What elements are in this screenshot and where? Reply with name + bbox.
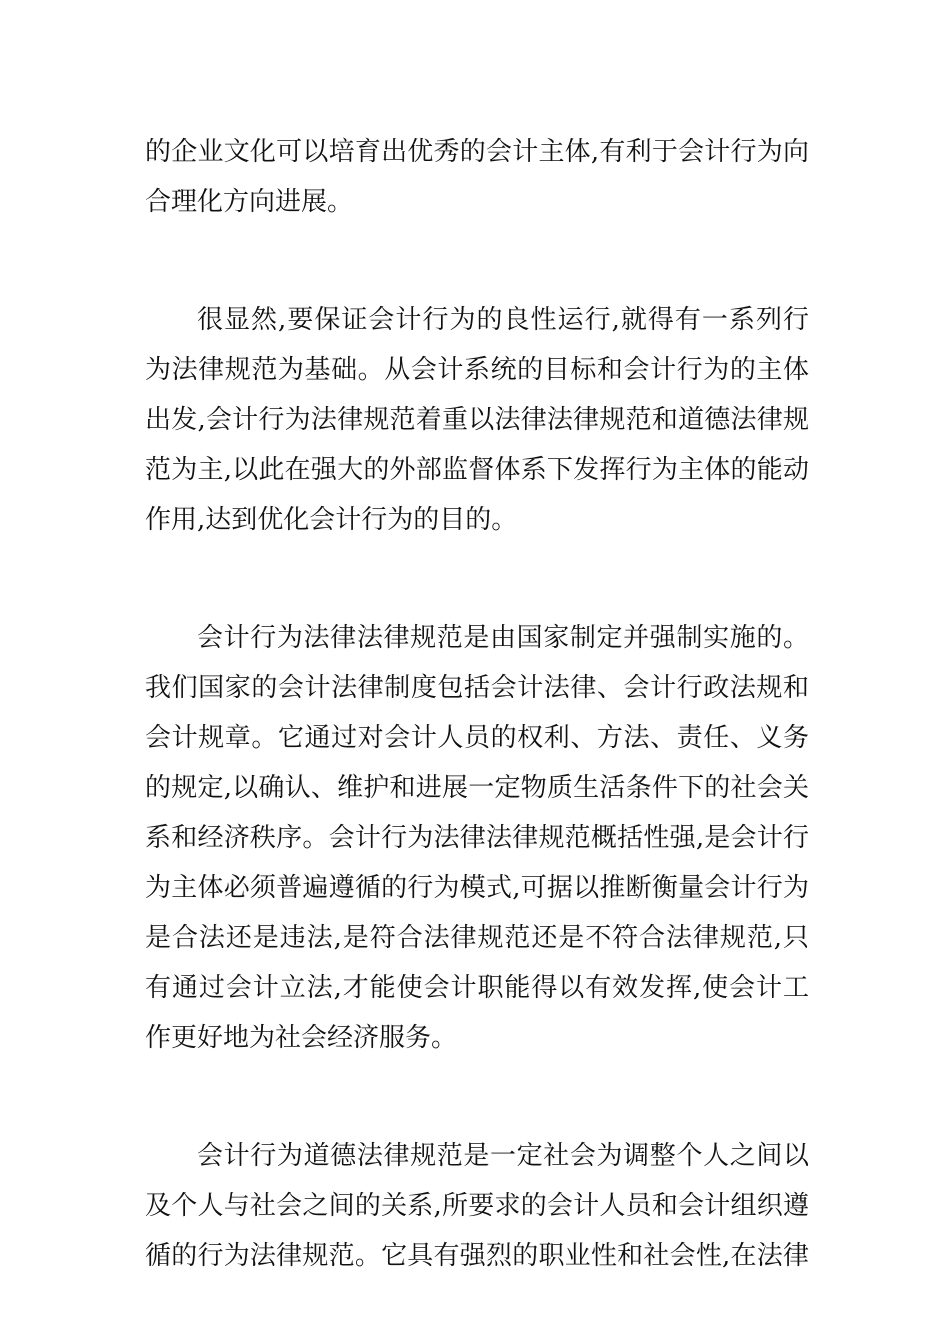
text-line: 的企业文化可以培育出优秀的会计主体,有利于会计行为向 [145,137,809,167]
text-line: 为主体必须普遍遵循的行为模式,可据以推断衡量会计行为 [145,873,809,903]
paragraph-2 [145,295,809,545]
text-line: 很显然,要保证会计行为的良性运行,就得有一系列行 [197,305,809,335]
paragraph-1 [145,127,809,227]
text-line: 是合法还是违法,是符合法律规范还是不符合法律规范,只 [145,923,809,953]
text-line: 系和经济秩序。会计行为法律法律规范概括性强,是会计行 [145,823,809,853]
text-line: 会计行为法律法律规范是由国家制定并强制实施的。 [197,623,809,653]
paragraph-gap [145,227,809,295]
paragraph-gap [145,545,809,613]
text-line: 会计规章。它通过对会计人员的权利、方法、责任、义务 [145,723,809,753]
paragraph-gap [145,1063,809,1131]
text-line: 有通过会计立法,才能使会计职能得以有效发挥,使会计工 [145,973,809,1003]
text-line: 为法律规范为基础。从会计系统的目标和会计行为的主体 [145,355,809,385]
text-line: 出发,会计行为法律规范着重以法律法律规范和道德法律规 [145,405,809,435]
text-line: 的规定,以确认、维护和进展一定物质生活条件下的社会关 [145,773,809,803]
paragraph-4 [145,1131,809,1281]
text-line: 作用,达到优化会计行为的目的。 [145,505,518,535]
text-line: 范为主,以此在强大的外部监督体系下发挥行为主体的能动 [145,455,809,485]
text-line: 作更好地为社会经济服务。 [145,1023,458,1053]
text-line: 会计行为道德法律规范是一定社会为调整个人之间以 [197,1141,809,1171]
text-line: 循的行为法律规范。它具有强烈的职业性和社会性,在法律 [145,1241,809,1271]
document-page [145,127,809,1281]
text-line: 及个人与社会之间的关系,所要求的会计人员和会计组织遵 [145,1191,809,1221]
paragraph-3 [145,613,809,1063]
text-line: 我们国家的会计法律制度包括会计法律、会计行政法规和 [145,673,809,703]
text-line: 合理化方向进展。 [145,187,354,217]
